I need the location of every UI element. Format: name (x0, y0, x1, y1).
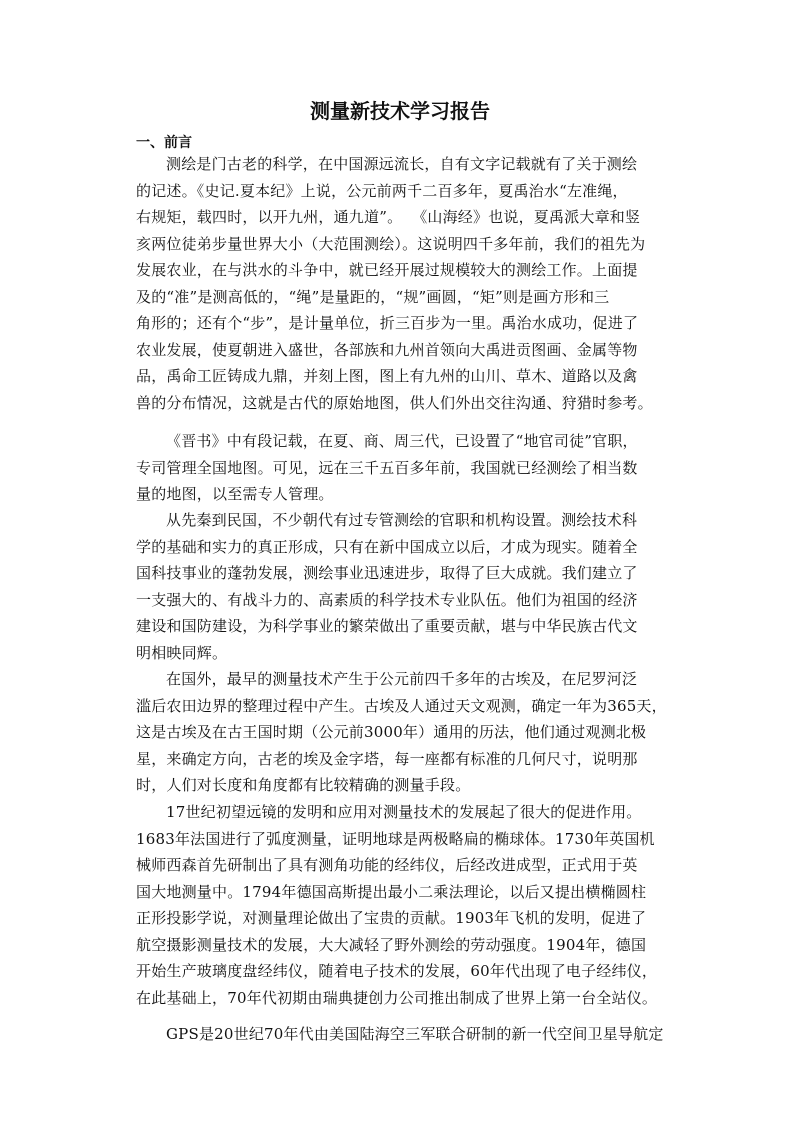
paragraph-jinshu (136, 428, 680, 508)
paragraph-line: 在此基础上，70年代初期由瑞典捷创力公司推出制成了世界上第一台全站仪。 (136, 988, 658, 1007)
paragraph-line: 测绘是门古老的科学，在中国源远流长，自有文字记载就有了关于测绘 (166, 155, 638, 173)
paragraph-abroad (136, 666, 680, 799)
paragraph-line: 从先秦到民国，不少朝代有过专管测绘的官职和机构设置。测绘技术科 (166, 511, 638, 529)
paragraph-gps (136, 1021, 680, 1048)
section-heading: 一、前言 (136, 135, 192, 151)
paragraph-line: 角形的；还有个“步”，是计量单位，折三百步为一里。禹治水成功，促进了 (136, 314, 639, 332)
paragraph-line: 右规矩，载四时，以开九州，通九道”。 《山海经》也说，夏禹派大章和竖 (136, 208, 641, 226)
paragraph-line: 亥两位徒弟步量世界大小（大范围测绘）。这说明四千多年前，我们的祖先为 (136, 234, 646, 253)
paragraph-line: 1683年法国进行了弧度测量，证明地球是两极略扁的椭球体。1730年英国机 (136, 829, 655, 848)
paragraph-line: 械师西森首先研制出了具有测角功能的经纬仪，后经改进成型，正式用于英 (136, 856, 638, 874)
paragraph-line: 明相映同辉。 (136, 643, 228, 662)
paragraph-line: 一支强大的、有战斗力的、高素质的科学技术专业队伍。他们为祖国的经济 (136, 590, 638, 609)
paragraph-line: GPS是20世纪70年代由美国陆海空三军联合研制的新一代空间卫星导航定 (166, 1025, 664, 1043)
paragraph-line: 航空摄影测量技术的发展，大大减轻了野外测绘的劳动强度。1904年，德国 (136, 935, 647, 954)
paragraph-line: 星，来确定方向，古老的埃及金字塔，每一座都有标准的几何尺寸，说明那 (136, 749, 638, 768)
paragraph-line: 品，禹命工匠铸成九鼎，并刻上图，图上有九州的山川、草木、道路以及禽 (136, 367, 638, 385)
paragraph-line: 开始生产玻璃度盘经纬仪，随着电子技术的发展，60年代出现了电子经纬仪， (136, 962, 658, 980)
paragraph-line: 滥后农田边界的整理过程中产生。古埃及人通过天文观测，确定一年为365天， (136, 696, 667, 715)
paragraph-intro (136, 151, 680, 416)
paragraph-modern (136, 799, 680, 1011)
paragraph-line: 17世纪初望远镜的发明和应用对测量技术的发展起了很大的促进作用。 (166, 803, 642, 821)
paragraph-line: 兽的分布情况，这就是古代的原始地图，供人们外出交往沟通、狩猎时参考。 (136, 393, 653, 412)
paragraph-line: 专司管理全国地图。可见，远在三千五百多年前，我国就已经测绘了相当数 (136, 458, 638, 477)
paragraph-line: 学的基础和实力的真正形成，只有在新中国成立以后，才成为现实。随着全 (136, 537, 638, 556)
paragraph-line: 及的“准”是测高低的，“绳”是量距的，“规”画圆，“矩”则是画方形和三 (136, 287, 610, 306)
paragraph-line: 正形投影学说，对测量理论做出了宝贵的贡献。1903年飞机的发明，促进了 (136, 909, 647, 927)
paragraph-line: 时，人们对长度和角度都有比较精确的测量手段。 (136, 776, 471, 794)
paragraph-history (136, 507, 680, 666)
paragraph-line: 国大地测量中。1794年德国高斯提出最小二乘法理论，以后又提出横椭圆柱 (136, 882, 647, 901)
paragraph-line: 国科技事业的蓬勃发展，测绘事业迅速进步，取得了巨大成就。我们建立了 (136, 564, 638, 582)
paragraph-line: 发展农业，在与洪水的斗争中，就已经开展过规模较大的测绘工作。上面提 (136, 261, 638, 279)
paragraph-line: 建设和国防建设，为科学事业的繁荣做出了重要贡献，堪与中华民族古代文 (136, 617, 638, 635)
paragraph-line: 在国外，最早的测量技术产生于公元前四千多年的古埃及，在尼罗河泛 (166, 670, 638, 688)
paragraph-line: 量的地图，以至需专人管理。 (136, 485, 334, 503)
paragraph-line: 农业发展，使夏朝进入盛世，各部族和九州首领向大禹进贡图画、金属等物 (136, 340, 638, 359)
document-title: 测量新技术学习报告 (310, 99, 490, 123)
paragraph-line: 的记述。《史记.夏本纪》上说，公元前两千二百多年，夏禹治水“左准绳， (136, 181, 628, 200)
paragraph-line: 《晋书》中有段记载，在夏、商、周三代，已设置了“地官司徒”官职， (166, 432, 638, 450)
paragraph-line: 这是古埃及在古王国时期（公元前3000年）通用的历法，他们通过观测北极 (136, 723, 647, 741)
